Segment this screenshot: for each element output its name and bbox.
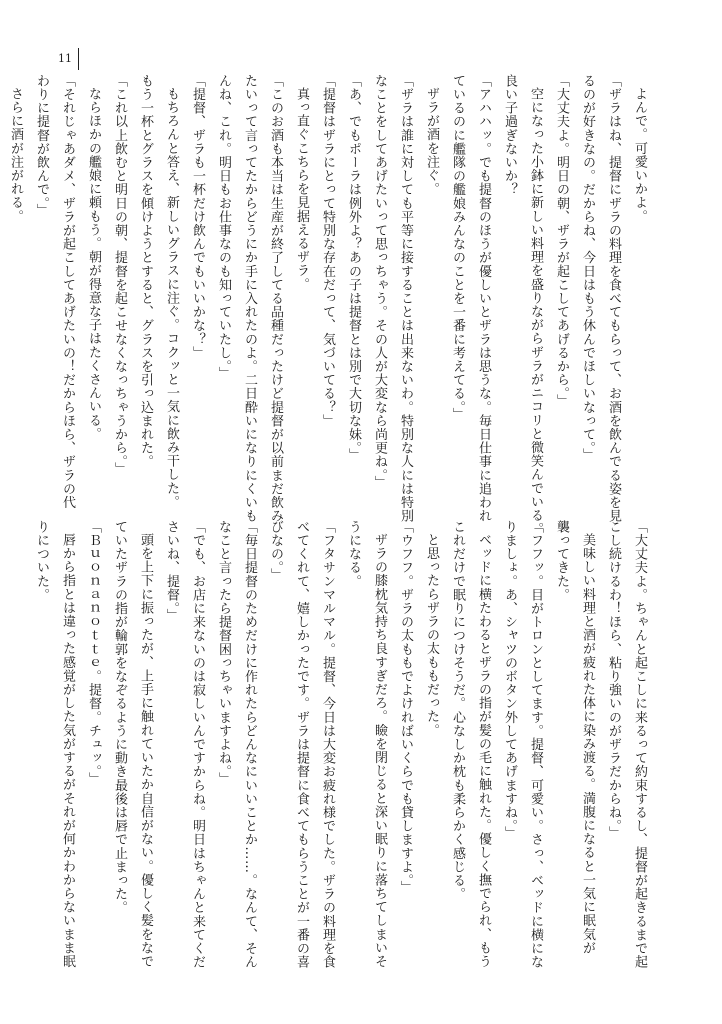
text-line: べてくれて、嬉しかったです。ザラは提督に食べてもらうことが一番の喜 <box>294 520 309 969</box>
text-line: よんで。可愛いかよ。 <box>632 87 647 223</box>
text-line: 頭を上下に振ったが、上手に触れていたか自信がない。優しく髪をなで <box>138 533 153 969</box>
text-line: 「このお酒も本当は生産が終了してる品種だったけど提督が以前まだ飲み <box>268 74 283 523</box>
text-line: こし続けるわ！ほら、粘り強いのがザラだからね。」 <box>606 520 621 840</box>
text-line: りについた。 <box>34 520 49 602</box>
text-block-top <box>8 74 652 536</box>
text-line: もちろんと答え、新しいグラスに注ぐ。コクッと一気に飲み干した。 <box>164 87 179 509</box>
text-line: たいって言ってたからどうにか手に入れたのよ。二日酔いになりにくいも <box>242 74 257 523</box>
text-line: 「フフッ。目がトロンとしてます。提督、可愛い。さっ、ベッドに横にな <box>528 520 543 969</box>
text-line: 「あ、でもポーラは例外よ？あの子は提督とは別で大切な妹。」 <box>346 74 361 462</box>
text-line: ているのに艦隊の艦娘みんなのことを一番に考えてる。」 <box>450 74 465 422</box>
text-line: 「ザラはね、提督にザラの料理を食べてもらって、お酒を飲んでる姿を見 <box>606 74 621 523</box>
text-line: んね、これ。明日もお仕事なのも知っていたし。」 <box>216 74 231 381</box>
text-line: 襲ってきた。 <box>554 520 569 602</box>
text-line: ならほかの艦娘に頼もう。朝が得意な子はたくさんいる。 <box>86 87 101 441</box>
text-line: 「提督はザラにとって特別な存在だって、気づいてる？」 <box>320 74 335 428</box>
text-line: 唇から指とは違った感覚がした気がするがそれが何かわからないまま眠 <box>60 533 75 969</box>
text-line: さらに酒が注がれる。 <box>8 87 23 223</box>
text-line: 「これ以上飲むと明日の朝、提督を起こせなくなっちゃうから。」 <box>112 74 127 476</box>
page-number-divider <box>78 48 79 70</box>
text-line: なこと言ったら提督困っちゃいますよね。」 <box>216 520 231 786</box>
text-line: 「でも、お店に来ないのは寂しいんですからね。明日はちゃんと来てくだ <box>190 520 205 969</box>
text-line: 真っ直ぐこちらを見据えるザラ。 <box>294 87 309 291</box>
text-line: さいね、提督。」 <box>164 520 179 623</box>
text-line: うになる。 <box>346 520 361 588</box>
text-line: ていたザラの指が輪郭をなぞるように動き最後は唇で止まった。 <box>112 520 127 915</box>
text-line: 「ウフフ。ザラの太ももでよければいくらでも貸しますよ。」 <box>398 520 413 895</box>
text-line: ザラの膝枕気持ち良すぎだろ。瞼を閉じると深い眠りに落ちてしまいそ <box>372 533 387 969</box>
text-line: 「アハハッ。でも提督のほうが優しいとザラは思うな。毎日仕事に追われ <box>476 74 491 523</box>
text-line: 「Ｂｕｏｎａｎｏｔｔｅ。提督。チュッ。」 <box>86 520 101 786</box>
text-line: びなの。」 <box>268 520 283 582</box>
text-line: なことをしてあげたいって思っちゃう。その人が大変なら尚更ね。」 <box>372 74 387 490</box>
text-line: ザラが酒を注ぐ。 <box>424 87 439 196</box>
text-line: 空になった小鉢に新しい料理を盛りながらザラがニコリと微笑んでいる。 <box>528 87 543 536</box>
text-line: わりに提督が飲んで。」 <box>34 74 49 218</box>
text-line: 「フタサンマルマル。提督、今日は大変お疲れ様でした。ザラの料理を食 <box>320 520 335 969</box>
text-line: もう一杯とグラスを傾けようとすると、グラスを引っ込まれた。 <box>138 74 153 469</box>
text-line: 「毎日提督のためだけに作れたらどんなにいいことか……。なんて、そん <box>242 520 257 969</box>
text-line: 「ザラは誰に対しても平等に接することは出来ないわ。特別な人には特別 <box>398 74 413 523</box>
text-line: りましょ。あ、シャツのボタン外してあげますね。」 <box>502 520 517 840</box>
text-line: 良い子過ぎないか？ <box>502 74 517 197</box>
page-number: 11 <box>58 52 72 65</box>
text-line: るのが好きなの。だからね、今日はもう休んでほしいなって。」 <box>580 74 595 462</box>
text-line: 「大丈夫よ。ちゃんと起こしに来るって約束するし、提督が起きるまで起 <box>632 520 647 969</box>
text-line: ベッドに横たわるとザラの指が髪の毛に触れた。優しく撫でられ、もう <box>476 533 491 969</box>
text-block-bottom <box>34 520 652 969</box>
text-line: と思ったらザラの太ももだった。 <box>424 533 439 737</box>
text-line: 「提督、ザラも一杯だけ飲んでもいいかな？」 <box>190 74 205 360</box>
text-line: これだけで眠りにつけそうだ。心なしか枕も柔らかく感じる。 <box>450 520 465 901</box>
text-line: 「それじゃあダメ、ザラが起こしてあげたいの！だからほら、ザラの代 <box>60 74 75 510</box>
text-line: 「大丈夫よ。明日の朝、ザラが起こしてあげるから。」 <box>554 74 569 408</box>
text-line: 美味しい料理と酒が疲れた体に染み渡る。満腹になると一気に眠気が <box>580 533 595 955</box>
